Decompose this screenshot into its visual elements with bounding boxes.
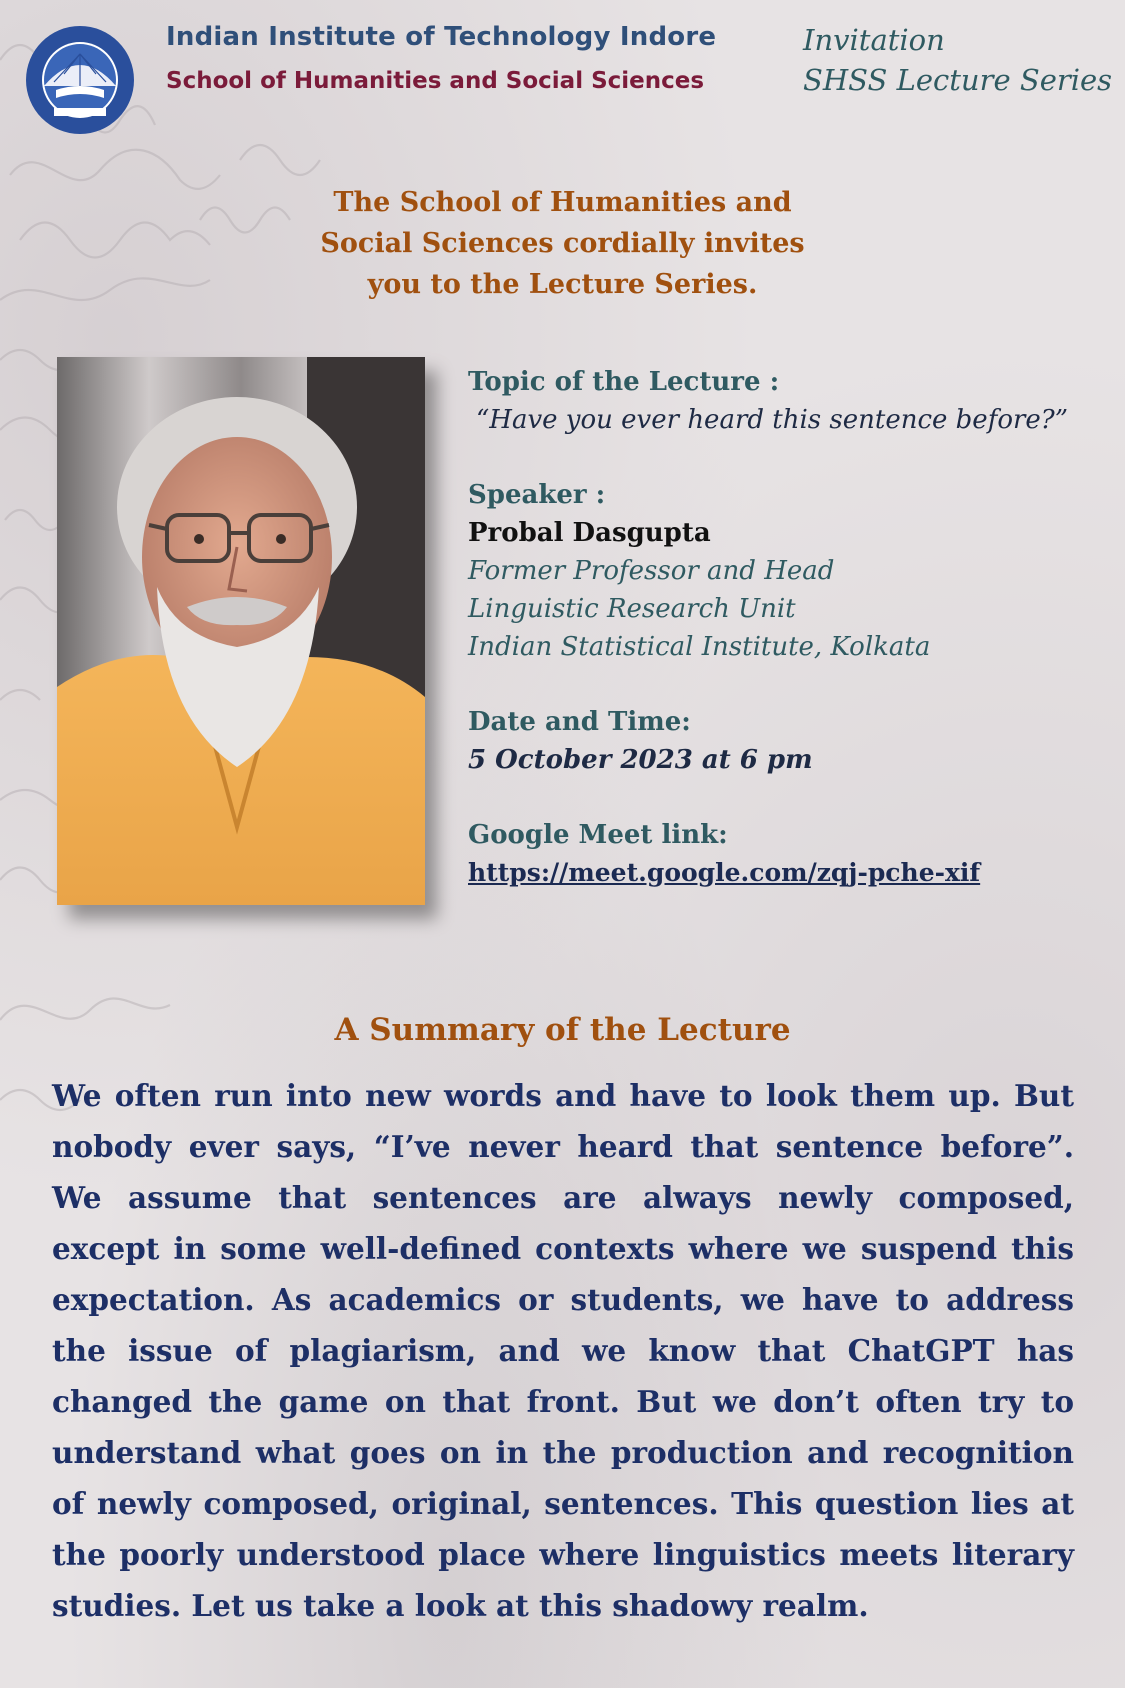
intro-line-3: you to the Lecture Series. <box>367 269 758 300</box>
speaker-label: Speaker : <box>468 480 606 510</box>
invitation-label: Invitation <box>803 23 945 57</box>
iit-indore-seal-icon <box>24 24 136 136</box>
intro-line-2: Social Sciences cordially invites <box>320 228 805 259</box>
speaker-name: Probal Dasgupta <box>468 518 711 548</box>
lecture-series-label: SHSS Lecture Series <box>803 63 1113 97</box>
lecture-details <box>468 363 1118 892</box>
google-meet-link[interactable]: https://meet.google.com/zqj-pche-xif <box>468 858 981 887</box>
date-value: 5 October 2023 at 6 pm <box>468 745 813 775</box>
speaker-photo <box>57 357 425 905</box>
institute-name: Indian Institute of Technology Indore <box>166 22 717 52</box>
meet-link-label: Google Meet link: <box>468 820 728 850</box>
summary-body: We often run into new words and have to look them up. But nobody ever says, “I’ve never heard that sentence before”. We assume that sentences are always newly composed, except in some well-defined contexts where we suspend this expectation. As academics or students, we have to address the issue of plagiarism, and we know that ChatGPT has changed the game on that front. But we don’t often try to understand what goes on in the production and recognition of newly composed, original, sentences. This question lies at the poorly understood place where linguistics meets literary studies. Let us take a look at this shadowy realm. <box>52 1078 1074 1623</box>
speaker-institution: Indian Statistical Institute, Kolkata <box>468 632 931 662</box>
summary-heading: A Summary of the Lecture <box>334 1012 791 1048</box>
topic-label: Topic of the Lecture : <box>468 367 780 397</box>
invitation-intro <box>260 182 865 305</box>
speaker-role: Former Professor and Head <box>468 556 835 586</box>
intro-line-1: The School of Humanities and <box>333 187 792 218</box>
date-label: Date and Time: <box>468 707 691 737</box>
invitation-tag <box>803 20 1112 100</box>
speaker-unit: Linguistic Research Unit <box>468 594 796 624</box>
topic-value: “Have you ever heard this sentence before?” <box>476 405 1069 435</box>
school-name: School of Humanities and Social Sciences <box>166 68 705 94</box>
